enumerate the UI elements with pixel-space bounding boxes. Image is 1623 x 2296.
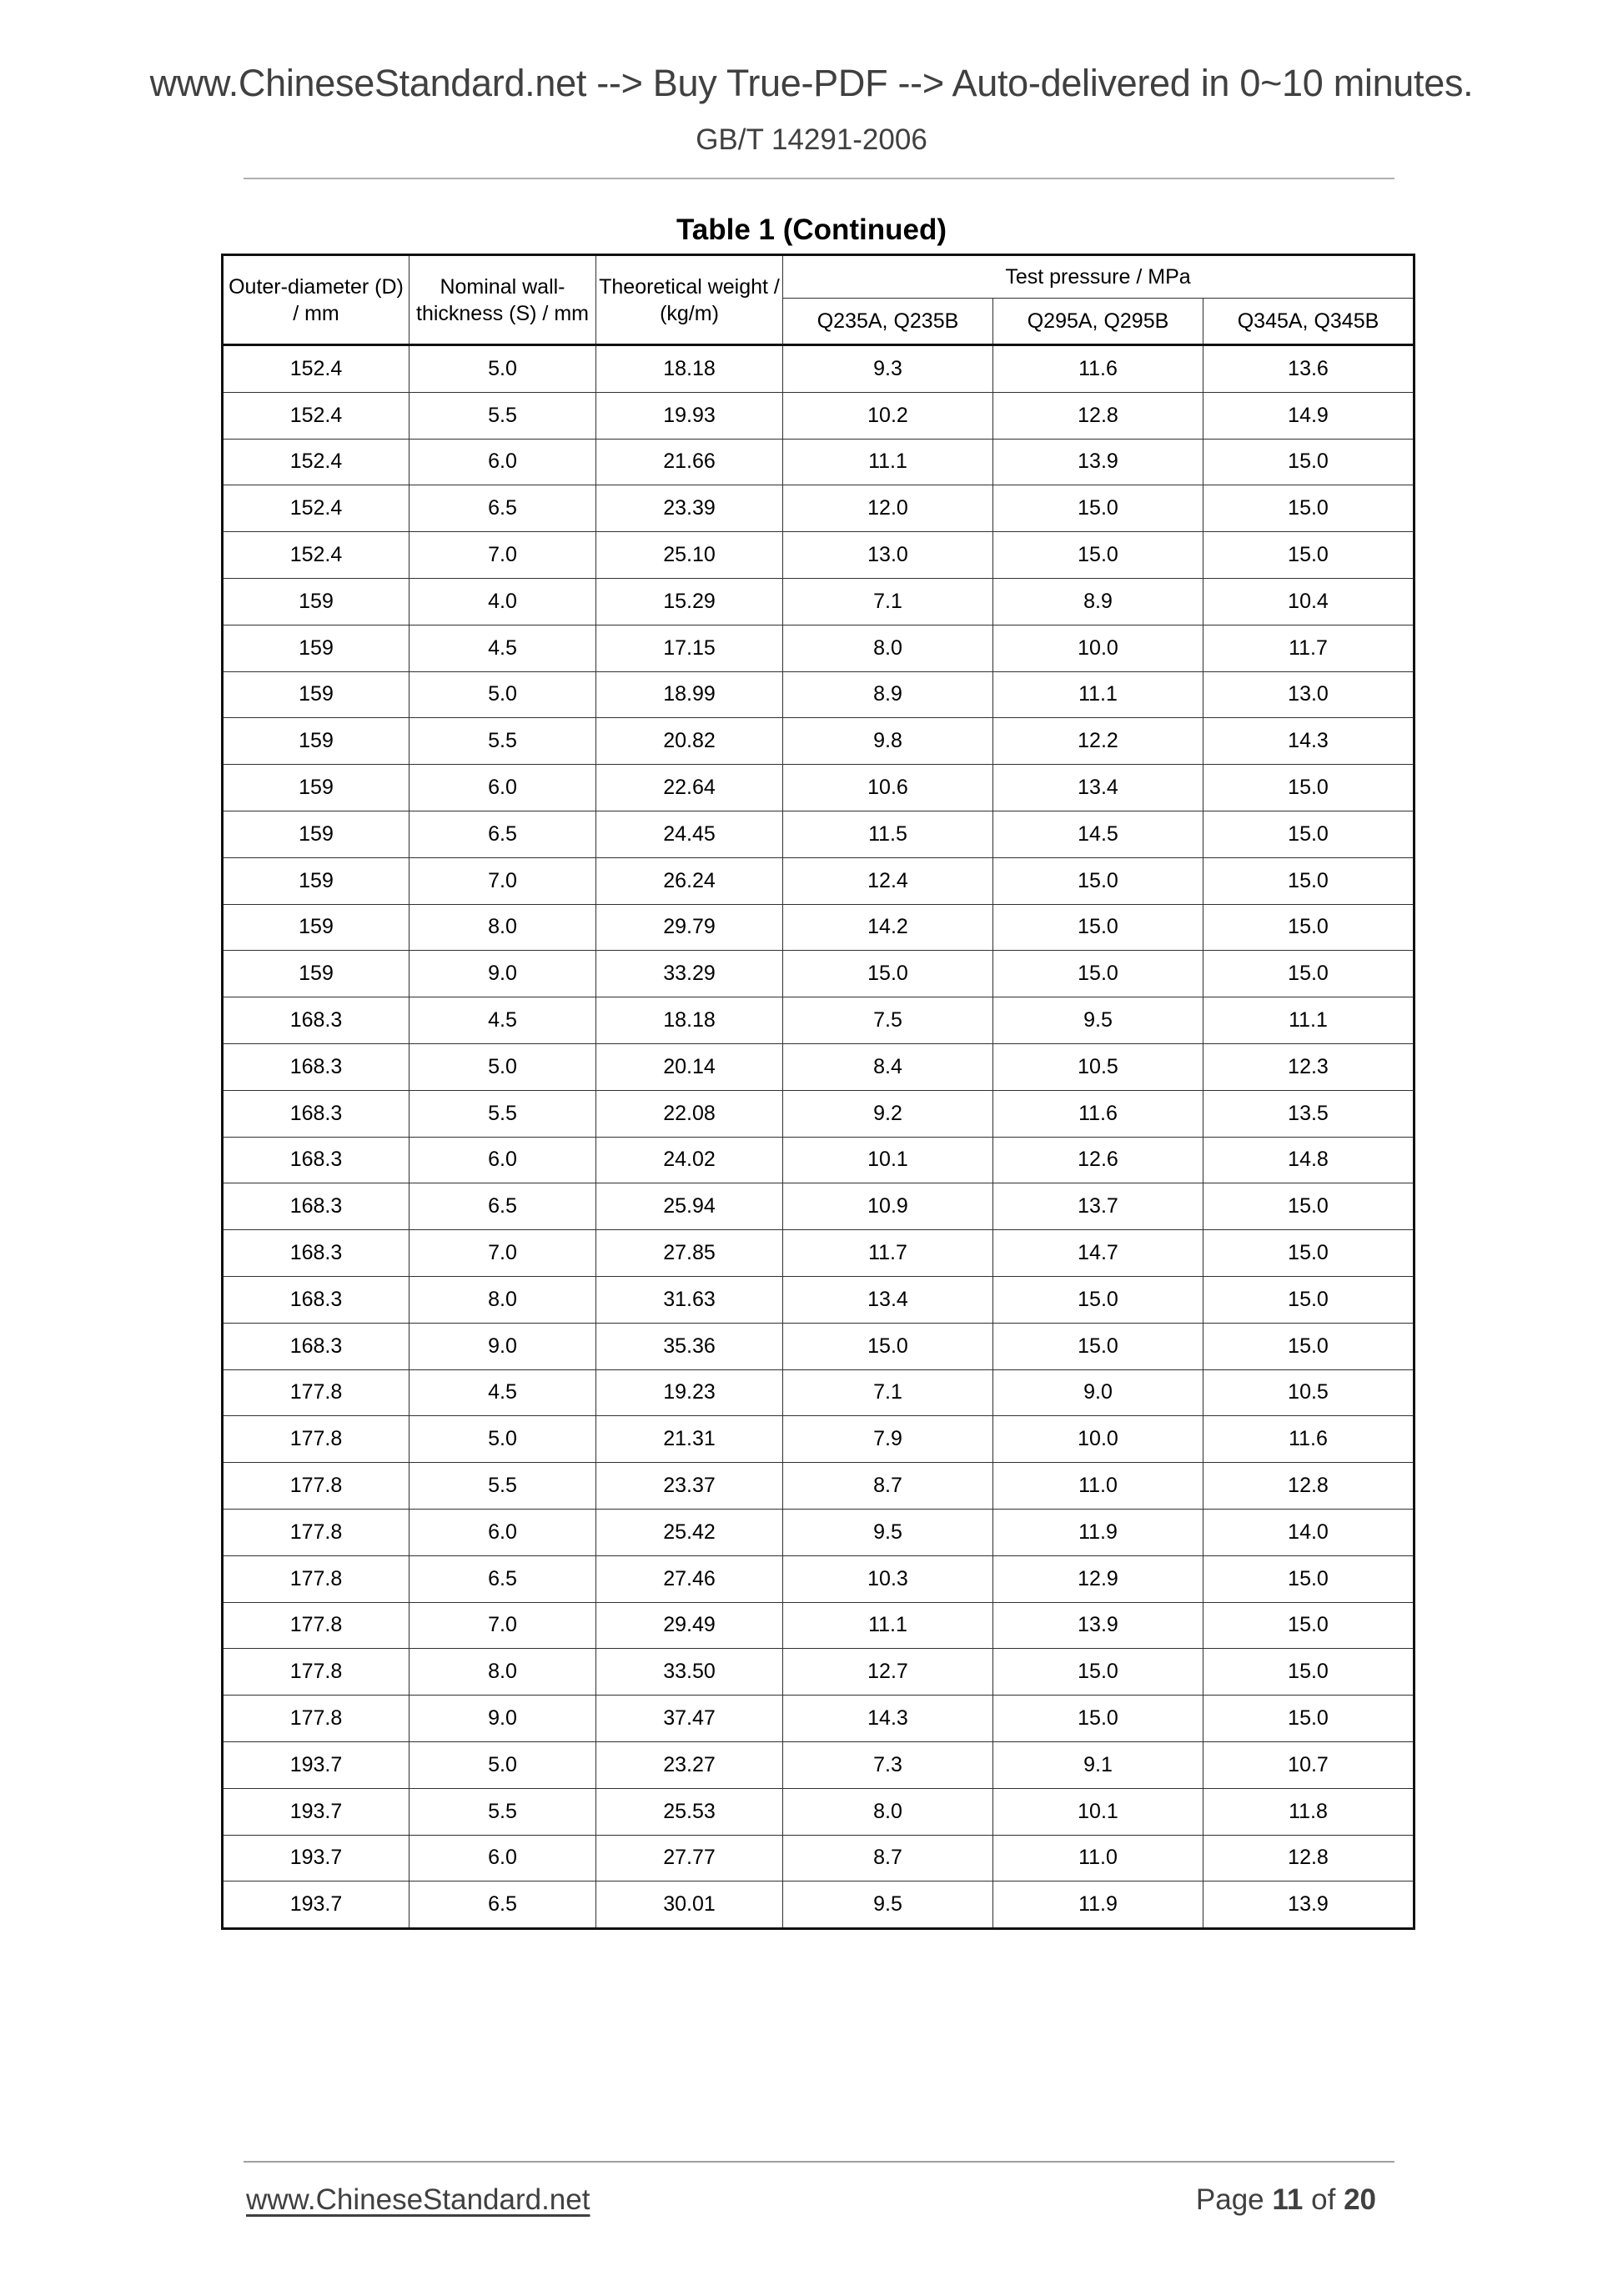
footer-site-link[interactable]: www.ChineseStandard.net	[246, 2183, 590, 2216]
cell-wall-thickness: 6.0	[410, 1509, 596, 1555]
header-theoretical-weight: Theoretical weight / (kg/m)	[596, 255, 783, 345]
cell-wall-thickness: 9.0	[410, 1696, 596, 1742]
header-wall-thickness: Nominal wall-thickness (S) / mm	[410, 255, 596, 345]
table-row	[223, 1183, 1414, 1230]
cell-outer-diameter: 168.3	[223, 1323, 410, 1369]
cell-wall-thickness: 4.5	[410, 625, 596, 671]
table-row	[223, 439, 1414, 485]
cell-pressure-q345: 12.3	[1203, 1043, 1414, 1090]
cell-pressure-q345: 15.0	[1203, 1230, 1414, 1277]
cell-pressure-q345: 13.5	[1203, 1090, 1414, 1137]
cell-theoretical-weight: 27.46	[596, 1555, 783, 1602]
cell-pressure-q345: 13.9	[1203, 1882, 1414, 1929]
cell-pressure-q345: 15.0	[1203, 765, 1414, 811]
cell-pressure-q295: 12.8	[993, 392, 1203, 439]
cell-pressure-q295: 11.9	[993, 1882, 1203, 1929]
table-row	[223, 1602, 1414, 1649]
cell-pressure-q235: 9.8	[783, 718, 993, 765]
cell-pressure-q235: 7.1	[783, 578, 993, 625]
cell-pressure-q235: 12.4	[783, 857, 993, 904]
cell-pressure-q235: 14.2	[783, 904, 993, 951]
cell-pressure-q295: 8.9	[993, 578, 1203, 625]
cell-pressure-q345: 12.8	[1203, 1463, 1414, 1510]
cell-pressure-q345: 15.0	[1203, 1696, 1414, 1742]
footer-divider	[244, 2161, 1394, 2163]
cell-theoretical-weight: 17.15	[596, 625, 783, 671]
cell-pressure-q295: 12.6	[993, 1137, 1203, 1183]
cell-pressure-q345: 15.0	[1203, 532, 1414, 579]
cell-pressure-q235: 9.5	[783, 1882, 993, 1929]
cell-pressure-q235: 13.4	[783, 1276, 993, 1323]
cell-pressure-q295: 15.0	[993, 1276, 1203, 1323]
cell-wall-thickness: 7.0	[410, 532, 596, 579]
cell-outer-diameter: 159	[223, 625, 410, 671]
cell-pressure-q345: 10.5	[1203, 1369, 1414, 1416]
cell-pressure-q235: 7.3	[783, 1741, 993, 1788]
cell-outer-diameter: 159	[223, 578, 410, 625]
cell-pressure-q295: 9.5	[993, 997, 1203, 1044]
cell-wall-thickness: 8.0	[410, 1649, 596, 1696]
cell-pressure-q235: 10.1	[783, 1137, 993, 1183]
cell-theoretical-weight: 29.49	[596, 1602, 783, 1649]
header-grade-q345: Q345A, Q345B	[1203, 299, 1414, 345]
cell-wall-thickness: 5.0	[410, 345, 596, 393]
cell-wall-thickness: 6.5	[410, 811, 596, 857]
table-row	[223, 765, 1414, 811]
cell-pressure-q295: 9.0	[993, 1369, 1203, 1416]
table-row	[223, 1835, 1414, 1882]
table-row	[223, 532, 1414, 579]
cell-wall-thickness: 7.0	[410, 1602, 596, 1649]
cell-pressure-q235: 15.0	[783, 1323, 993, 1369]
cell-outer-diameter: 152.4	[223, 532, 410, 579]
cell-pressure-q235: 8.7	[783, 1835, 993, 1882]
cell-wall-thickness: 6.5	[410, 1882, 596, 1929]
cell-pressure-q235: 12.0	[783, 485, 993, 532]
cell-pressure-q235: 8.7	[783, 1463, 993, 1510]
cell-pressure-q295: 10.1	[993, 1788, 1203, 1835]
cell-wall-thickness: 4.0	[410, 578, 596, 625]
cell-theoretical-weight: 35.36	[596, 1323, 783, 1369]
cell-pressure-q345: 15.0	[1203, 1276, 1414, 1323]
table-row	[223, 1323, 1414, 1369]
cell-pressure-q295: 11.6	[993, 1090, 1203, 1137]
cell-pressure-q345: 14.8	[1203, 1137, 1414, 1183]
cell-pressure-q345: 13.6	[1203, 345, 1414, 393]
cell-wall-thickness: 7.0	[410, 1230, 596, 1277]
page-current: 11	[1272, 2183, 1304, 2216]
cell-pressure-q345: 12.8	[1203, 1835, 1414, 1882]
cell-theoretical-weight: 31.63	[596, 1276, 783, 1323]
cell-theoretical-weight: 27.77	[596, 1835, 783, 1882]
cell-wall-thickness: 6.0	[410, 1835, 596, 1882]
cell-wall-thickness: 4.5	[410, 997, 596, 1044]
cell-wall-thickness: 5.5	[410, 392, 596, 439]
cell-pressure-q295: 15.0	[993, 1696, 1203, 1742]
cell-pressure-q295: 10.5	[993, 1043, 1203, 1090]
cell-outer-diameter: 152.4	[223, 345, 410, 393]
cell-outer-diameter: 193.7	[223, 1741, 410, 1788]
table-row	[223, 811, 1414, 857]
cell-outer-diameter: 159	[223, 671, 410, 718]
cell-outer-diameter: 159	[223, 765, 410, 811]
cell-pressure-q345: 11.7	[1203, 625, 1414, 671]
header-divider	[244, 178, 1394, 179]
table-row	[223, 1463, 1414, 1510]
cell-pressure-q345: 15.0	[1203, 1183, 1414, 1230]
cell-pressure-q295: 11.6	[993, 345, 1203, 393]
table-row	[223, 392, 1414, 439]
cell-pressure-q295: 14.5	[993, 811, 1203, 857]
cell-theoretical-weight: 33.50	[596, 1649, 783, 1696]
cell-theoretical-weight: 30.01	[596, 1882, 783, 1929]
cell-pressure-q345: 15.0	[1203, 951, 1414, 997]
cell-theoretical-weight: 15.29	[596, 578, 783, 625]
cell-outer-diameter: 177.8	[223, 1369, 410, 1416]
cell-pressure-q295: 15.0	[993, 485, 1203, 532]
cell-pressure-q235: 10.3	[783, 1555, 993, 1602]
cell-theoretical-weight: 23.39	[596, 485, 783, 532]
cell-outer-diameter: 177.8	[223, 1509, 410, 1555]
cell-outer-diameter: 168.3	[223, 1137, 410, 1183]
cell-outer-diameter: 152.4	[223, 439, 410, 485]
table-row	[223, 718, 1414, 765]
cell-wall-thickness: 5.0	[410, 1416, 596, 1463]
cell-wall-thickness: 6.0	[410, 439, 596, 485]
cell-pressure-q295: 11.9	[993, 1509, 1203, 1555]
cell-pressure-q345: 15.0	[1203, 1602, 1414, 1649]
header-outer-diameter: Outer-diameter (D) / mm	[223, 255, 410, 345]
cell-outer-diameter: 168.3	[223, 1183, 410, 1230]
cell-theoretical-weight: 18.18	[596, 345, 783, 393]
header-test-pressure: Test pressure / MPa	[783, 255, 1414, 299]
cell-pressure-q295: 15.0	[993, 1323, 1203, 1369]
test-pressure-table	[221, 254, 1415, 1930]
cell-outer-diameter: 177.8	[223, 1555, 410, 1602]
cell-outer-diameter: 159	[223, 811, 410, 857]
cell-theoretical-weight: 22.64	[596, 765, 783, 811]
cell-pressure-q345: 15.0	[1203, 1323, 1414, 1369]
cell-pressure-q345: 15.0	[1203, 485, 1414, 532]
table-row	[223, 485, 1414, 532]
header-grade-q295: Q295A, Q295B	[993, 299, 1203, 345]
cell-pressure-q345: 15.0	[1203, 439, 1414, 485]
cell-pressure-q235: 8.4	[783, 1043, 993, 1090]
cell-outer-diameter: 193.7	[223, 1788, 410, 1835]
cell-wall-thickness: 6.5	[410, 1555, 596, 1602]
cell-pressure-q235: 11.5	[783, 811, 993, 857]
cell-pressure-q345: 15.0	[1203, 811, 1414, 857]
cell-outer-diameter: 177.8	[223, 1696, 410, 1742]
cell-pressure-q235: 10.2	[783, 392, 993, 439]
table-row	[223, 1649, 1414, 1696]
page-sep: of	[1311, 2183, 1336, 2216]
cell-pressure-q235: 9.5	[783, 1509, 993, 1555]
cell-theoretical-weight: 23.37	[596, 1463, 783, 1510]
table-row	[223, 1555, 1414, 1602]
cell-outer-diameter: 177.8	[223, 1649, 410, 1696]
cell-pressure-q295: 11.0	[993, 1463, 1203, 1510]
table-row	[223, 1369, 1414, 1416]
cell-wall-thickness: 6.0	[410, 1137, 596, 1183]
cell-theoretical-weight: 33.29	[596, 951, 783, 997]
cell-wall-thickness: 4.5	[410, 1369, 596, 1416]
cell-pressure-q345: 15.0	[1203, 857, 1414, 904]
cell-pressure-q235: 12.7	[783, 1649, 993, 1696]
cell-wall-thickness: 8.0	[410, 1276, 596, 1323]
cell-pressure-q235: 10.6	[783, 765, 993, 811]
table-row	[223, 625, 1414, 671]
cell-pressure-q345: 15.0	[1203, 1649, 1414, 1696]
table-row	[223, 951, 1414, 997]
cell-wall-thickness: 7.0	[410, 857, 596, 904]
cell-outer-diameter: 168.3	[223, 1090, 410, 1137]
table-row	[223, 345, 1414, 393]
cell-outer-diameter: 159	[223, 951, 410, 997]
cell-wall-thickness: 5.5	[410, 1090, 596, 1137]
table-row	[223, 1090, 1414, 1137]
cell-theoretical-weight: 25.10	[596, 532, 783, 579]
cell-pressure-q345: 10.4	[1203, 578, 1414, 625]
table-row	[223, 1230, 1414, 1277]
cell-outer-diameter: 177.8	[223, 1602, 410, 1649]
cell-pressure-q235: 11.1	[783, 1602, 993, 1649]
cell-pressure-q345: 14.9	[1203, 392, 1414, 439]
cell-pressure-q295: 11.0	[993, 1835, 1203, 1882]
table-row	[223, 578, 1414, 625]
cell-outer-diameter: 168.3	[223, 1276, 410, 1323]
cell-pressure-q295: 12.9	[993, 1555, 1203, 1602]
table-body	[223, 345, 1414, 1929]
cell-pressure-q235: 9.2	[783, 1090, 993, 1137]
cell-theoretical-weight: 23.27	[596, 1741, 783, 1788]
cell-outer-diameter: 177.8	[223, 1416, 410, 1463]
cell-wall-thickness: 5.5	[410, 1788, 596, 1835]
table-row	[223, 1416, 1414, 1463]
cell-pressure-q345: 15.0	[1203, 1555, 1414, 1602]
cell-theoretical-weight: 24.45	[596, 811, 783, 857]
cell-theoretical-weight: 21.66	[596, 439, 783, 485]
cell-outer-diameter: 152.4	[223, 485, 410, 532]
cell-outer-diameter: 168.3	[223, 1043, 410, 1090]
page-indicator	[1196, 2183, 1376, 2217]
cell-wall-thickness: 6.0	[410, 765, 596, 811]
cell-pressure-q295: 13.9	[993, 439, 1203, 485]
cell-theoretical-weight: 20.82	[596, 718, 783, 765]
cell-pressure-q235: 15.0	[783, 951, 993, 997]
cell-pressure-q295: 15.0	[993, 532, 1203, 579]
cell-wall-thickness: 5.5	[410, 718, 596, 765]
cell-outer-diameter: 159	[223, 904, 410, 951]
cell-pressure-q295: 13.9	[993, 1602, 1203, 1649]
cell-pressure-q345: 10.7	[1203, 1741, 1414, 1788]
cell-pressure-q345: 11.1	[1203, 997, 1414, 1044]
page-prefix: Page	[1195, 2183, 1264, 2216]
cell-pressure-q295: 14.7	[993, 1230, 1203, 1277]
cell-theoretical-weight: 27.85	[596, 1230, 783, 1277]
table-row	[223, 1696, 1414, 1742]
cell-outer-diameter: 193.7	[223, 1882, 410, 1929]
cell-wall-thickness: 9.0	[410, 951, 596, 997]
site-banner: www.ChineseStandard.net --> Buy True-PDF --> Auto-delivered in 0~10 minutes.	[149, 62, 1474, 104]
cell-pressure-q235: 8.0	[783, 625, 993, 671]
table-row	[223, 904, 1414, 951]
cell-outer-diameter: 159	[223, 857, 410, 904]
cell-pressure-q235: 9.3	[783, 345, 993, 393]
cell-wall-thickness: 6.5	[410, 485, 596, 532]
cell-pressure-q295: 11.1	[993, 671, 1203, 718]
cell-wall-thickness: 5.0	[410, 1741, 596, 1788]
cell-wall-thickness: 9.0	[410, 1323, 596, 1369]
table-row	[223, 997, 1414, 1044]
page-total: 20	[1344, 2183, 1376, 2216]
cell-theoretical-weight: 18.99	[596, 671, 783, 718]
cell-pressure-q235: 11.1	[783, 439, 993, 485]
table-title: Table 1 (Continued)	[676, 214, 947, 246]
cell-wall-thickness: 5.0	[410, 1043, 596, 1090]
cell-pressure-q345: 13.0	[1203, 671, 1414, 718]
document-code: GB/T 14291-2006	[696, 123, 927, 156]
cell-pressure-q295: 15.0	[993, 857, 1203, 904]
cell-pressure-q235: 7.5	[783, 997, 993, 1044]
cell-pressure-q345: 14.0	[1203, 1509, 1414, 1555]
cell-pressure-q295: 13.7	[993, 1183, 1203, 1230]
cell-pressure-q295: 13.4	[993, 765, 1203, 811]
cell-pressure-q235: 8.9	[783, 671, 993, 718]
cell-pressure-q295: 9.1	[993, 1741, 1203, 1788]
cell-theoretical-weight: 19.23	[596, 1369, 783, 1416]
cell-theoretical-weight: 18.18	[596, 997, 783, 1044]
cell-pressure-q235: 10.9	[783, 1183, 993, 1230]
cell-theoretical-weight: 25.42	[596, 1509, 783, 1555]
cell-pressure-q235: 8.0	[783, 1788, 993, 1835]
cell-wall-thickness: 6.5	[410, 1183, 596, 1230]
table-row	[223, 1509, 1414, 1555]
cell-pressure-q345: 11.6	[1203, 1416, 1414, 1463]
cell-theoretical-weight: 29.79	[596, 904, 783, 951]
cell-wall-thickness: 8.0	[410, 904, 596, 951]
cell-theoretical-weight: 26.24	[596, 857, 783, 904]
cell-theoretical-weight: 21.31	[596, 1416, 783, 1463]
cell-pressure-q345: 11.8	[1203, 1788, 1414, 1835]
cell-outer-diameter: 159	[223, 718, 410, 765]
cell-theoretical-weight: 19.93	[596, 392, 783, 439]
cell-pressure-q295: 10.0	[993, 1416, 1203, 1463]
cell-pressure-q295: 15.0	[993, 1649, 1203, 1696]
cell-wall-thickness: 5.0	[410, 671, 596, 718]
table-row	[223, 1137, 1414, 1183]
cell-theoretical-weight: 24.02	[596, 1137, 783, 1183]
cell-outer-diameter: 177.8	[223, 1463, 410, 1510]
cell-theoretical-weight: 25.94	[596, 1183, 783, 1230]
table-row	[223, 671, 1414, 718]
cell-pressure-q295: 15.0	[993, 904, 1203, 951]
cell-pressure-q235: 7.9	[783, 1416, 993, 1463]
cell-outer-diameter: 152.4	[223, 392, 410, 439]
table-row	[223, 1276, 1414, 1323]
cell-pressure-q295: 12.2	[993, 718, 1203, 765]
cell-theoretical-weight: 37.47	[596, 1696, 783, 1742]
cell-outer-diameter: 168.3	[223, 1230, 410, 1277]
cell-outer-diameter: 193.7	[223, 1835, 410, 1882]
cell-outer-diameter: 168.3	[223, 997, 410, 1044]
cell-pressure-q235: 11.7	[783, 1230, 993, 1277]
cell-pressure-q345: 15.0	[1203, 904, 1414, 951]
cell-pressure-q295: 15.0	[993, 951, 1203, 997]
table-row	[223, 1882, 1414, 1929]
table-row	[223, 1741, 1414, 1788]
table-row	[223, 857, 1414, 904]
cell-wall-thickness: 5.5	[410, 1463, 596, 1510]
header-grade-q235: Q235A, Q235B	[783, 299, 993, 345]
cell-pressure-q235: 14.3	[783, 1696, 993, 1742]
cell-pressure-q295: 10.0	[993, 625, 1203, 671]
cell-pressure-q235: 7.1	[783, 1369, 993, 1416]
cell-theoretical-weight: 20.14	[596, 1043, 783, 1090]
cell-pressure-q235: 13.0	[783, 532, 993, 579]
table-row	[223, 1788, 1414, 1835]
cell-pressure-q345: 14.3	[1203, 718, 1414, 765]
table-row	[223, 1043, 1414, 1090]
cell-theoretical-weight: 25.53	[596, 1788, 783, 1835]
cell-theoretical-weight: 22.08	[596, 1090, 783, 1137]
